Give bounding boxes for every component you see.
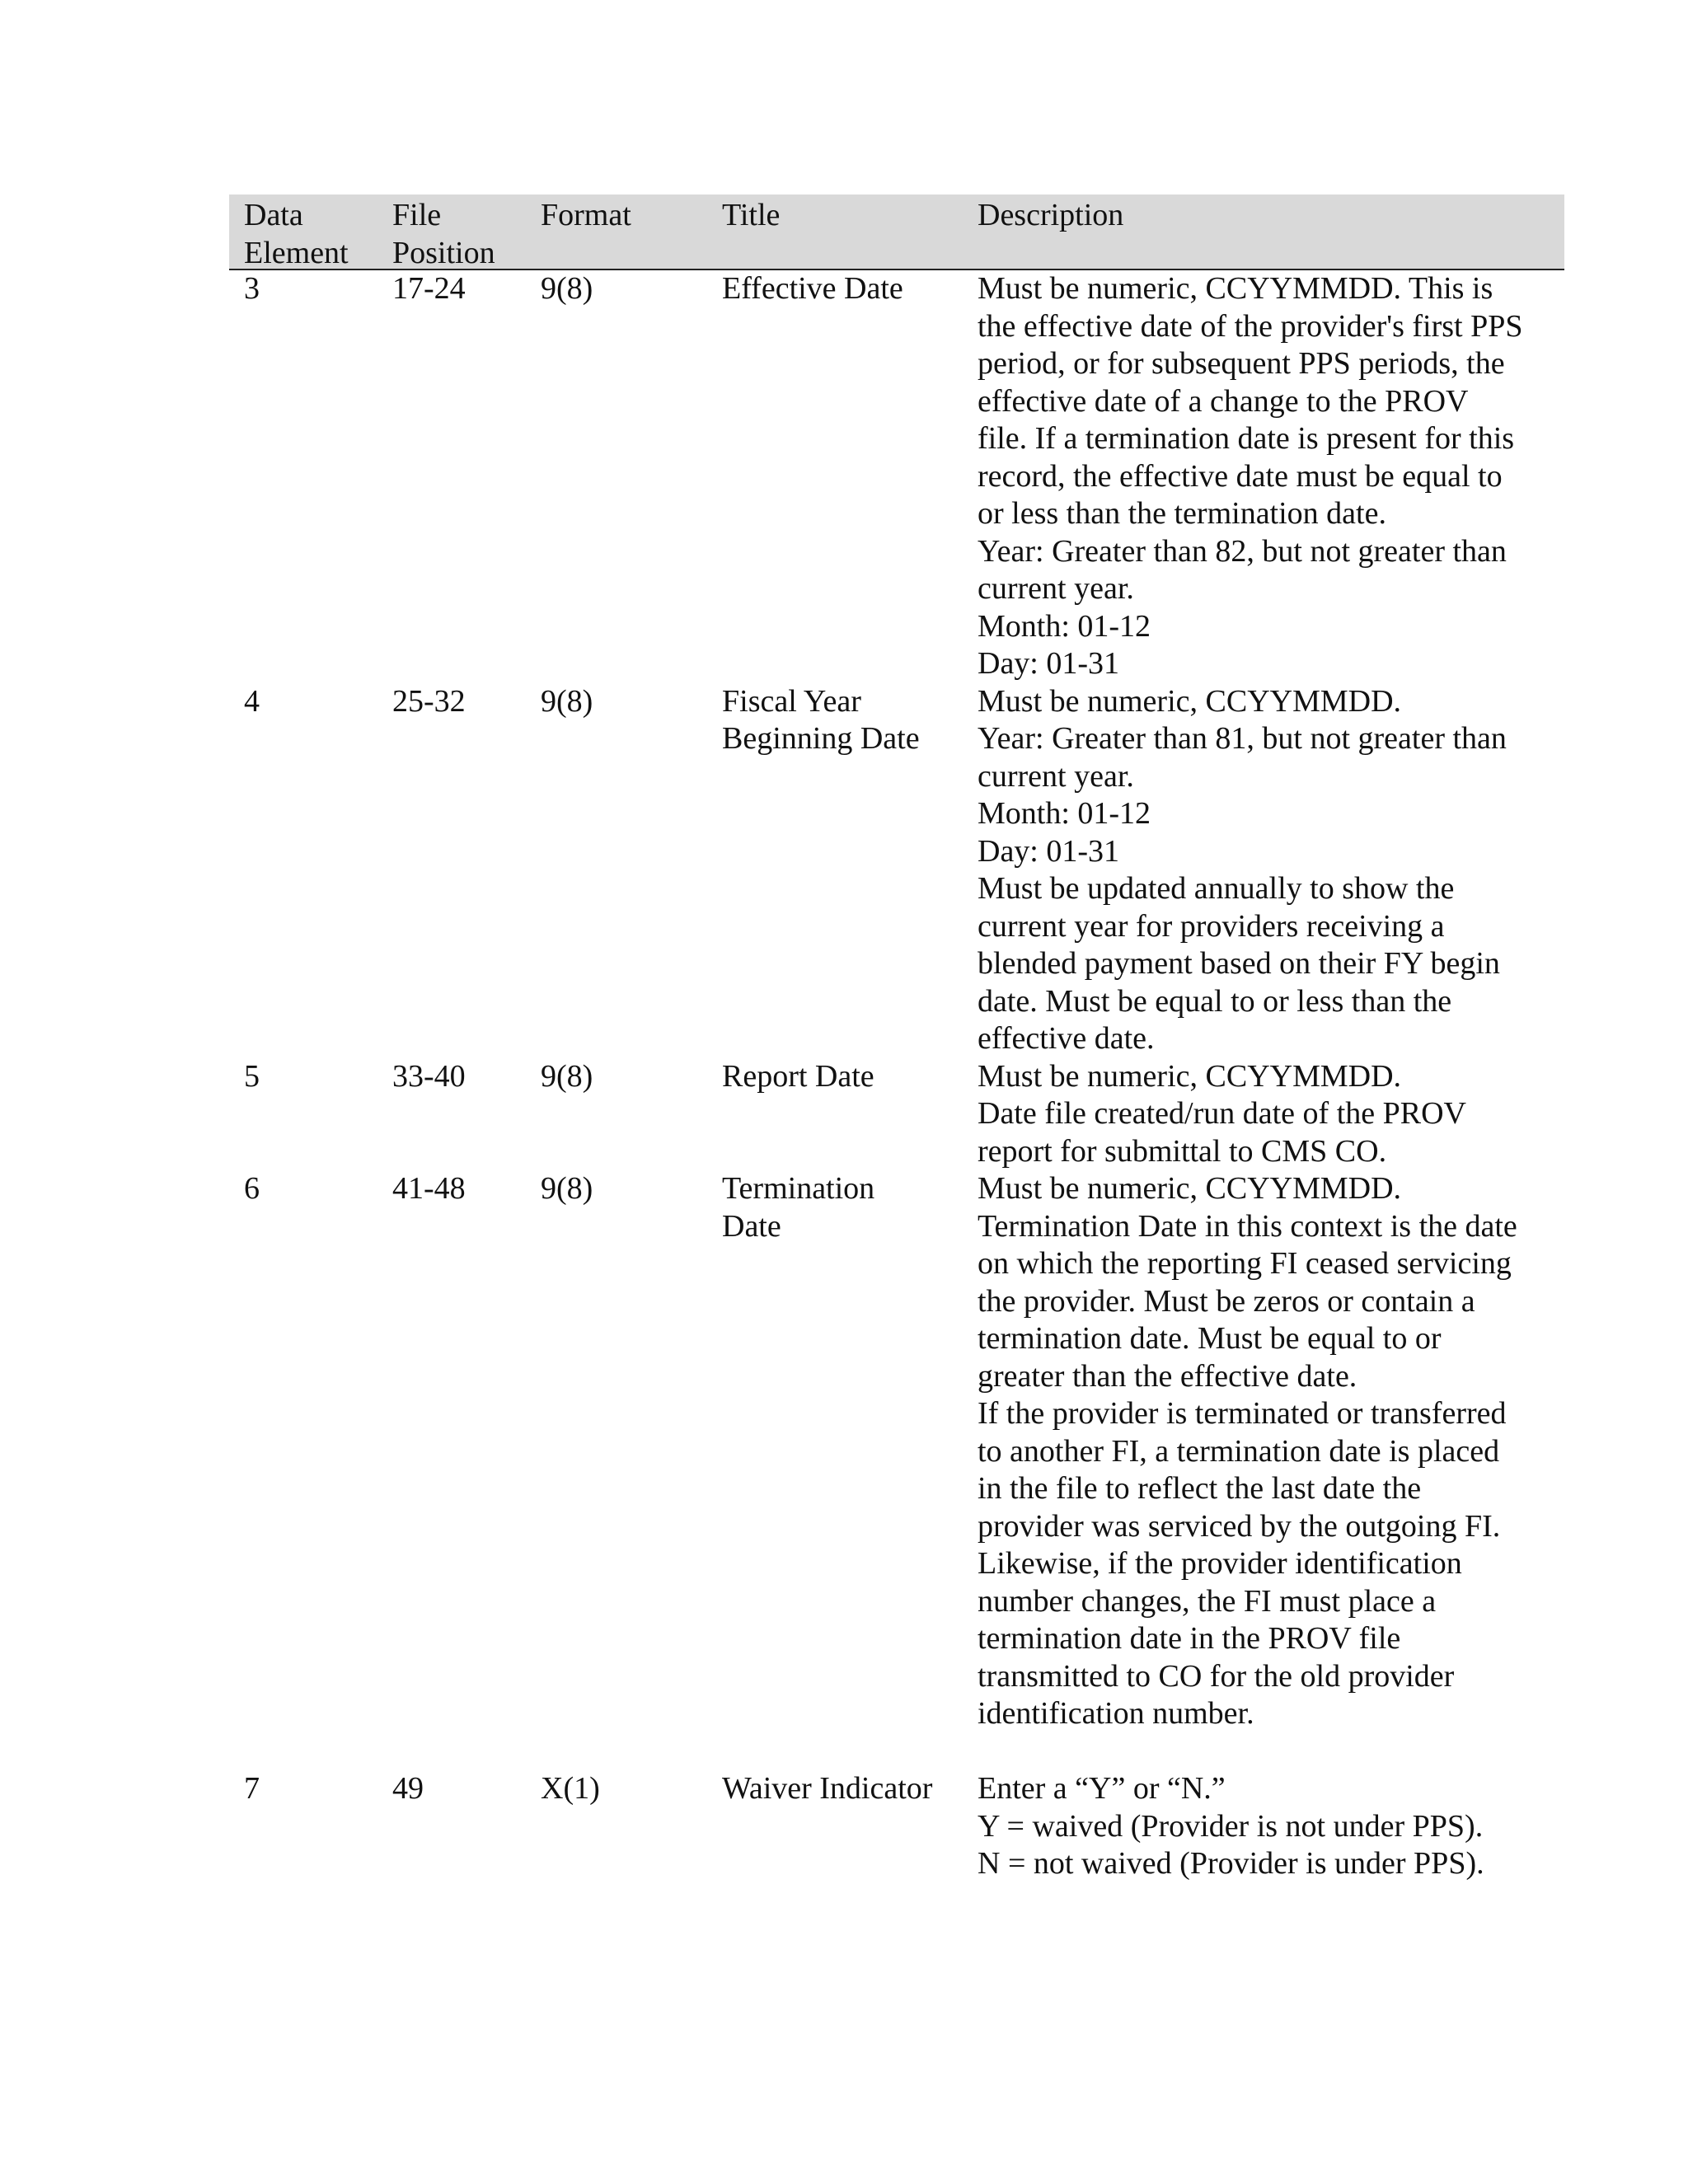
header-format: Format [541, 198, 631, 232]
title-cell: Waiver Indicator [722, 1771, 933, 1806]
file-position-cell: 49 [392, 1771, 424, 1806]
header-title: Title [722, 198, 781, 232]
format-cell: X(1) [541, 1771, 600, 1806]
format-cell: 9(8) [541, 1058, 593, 1094]
table-row [229, 683, 1564, 1058]
data-element-cell: 4 [244, 683, 260, 719]
description-cell: Must be numeric, CCYYMMDD. This is the effective date of the provider's first PPS period, or for subsequent PPS periods, the effective date of a change to the PROV file. If a termination date is present for this record, the effective date must be equal to or less than the termination date. Year: Greater than 82, but not greater than current year. Month: 01-12 Day: 01-31 [978, 271, 1523, 681]
table-row [229, 1170, 1564, 1733]
file-position-cell: 25-32 [392, 683, 466, 719]
file-position-cell: 41-48 [392, 1171, 466, 1206]
file-position-cell: 17-24 [392, 271, 466, 306]
header-data-element: Data Element [244, 198, 349, 270]
data-element-cell: 7 [244, 1771, 260, 1806]
table-row [229, 1058, 1564, 1171]
header-file-position: File Position [392, 198, 495, 270]
title-cell: Effective Date [722, 271, 903, 306]
format-cell: 9(8) [541, 1171, 593, 1206]
description-cell: Must be numeric, CCYYMMDD. Termination Date in this context is the date on which the reporting FI ceased servicing the provider. Must be zeros or contain a termination date. Must be equal to or greater than the effective date. If the provider is terminated or transferred to another FI, a termination date is placed in the file to reflect the last date the provider was serviced by the outgoing FI. Likewise, if the provider identification number changes, the FI must place a termination date in the PROV file transmitted to CO for the old provider identification number. [978, 1171, 1517, 1731]
row-spacer [229, 1733, 1564, 1771]
format-cell: 9(8) [541, 683, 593, 719]
description-cell: Enter a “Y” or “N.” Y = waived (Provider is not under PPS). N = not waived (Provider is under PPS). [978, 1771, 1484, 1881]
table-header-row [229, 194, 1564, 270]
format-cell: 9(8) [541, 271, 593, 306]
file-position-cell: 33-40 [392, 1058, 466, 1094]
title-cell: Fiscal Year Beginning Date [722, 683, 920, 756]
data-element-cell: 6 [244, 1171, 260, 1206]
description-cell: Must be numeric, CCYYMMDD. Year: Greater than 81, but not greater than current year. Month: 01-12 Day: 01-31 Must be updated annually to show the current year for providers receiving a blended payment based on their FY begin date. Must be equal to or less than the effective date. [978, 683, 1507, 1056]
record-layout-table [229, 194, 1564, 1883]
table-row [229, 270, 1564, 683]
title-cell: Report Date [722, 1058, 874, 1094]
data-element-cell: 5 [244, 1058, 260, 1094]
title-cell: Termination Date [722, 1171, 875, 1244]
header-description: Description [978, 198, 1124, 232]
table-row [229, 1770, 1564, 1883]
description-cell: Must be numeric, CCYYMMDD. Date file created/run date of the PROV report for submittal to CMS CO. [978, 1058, 1466, 1169]
data-element-cell: 3 [244, 271, 260, 306]
